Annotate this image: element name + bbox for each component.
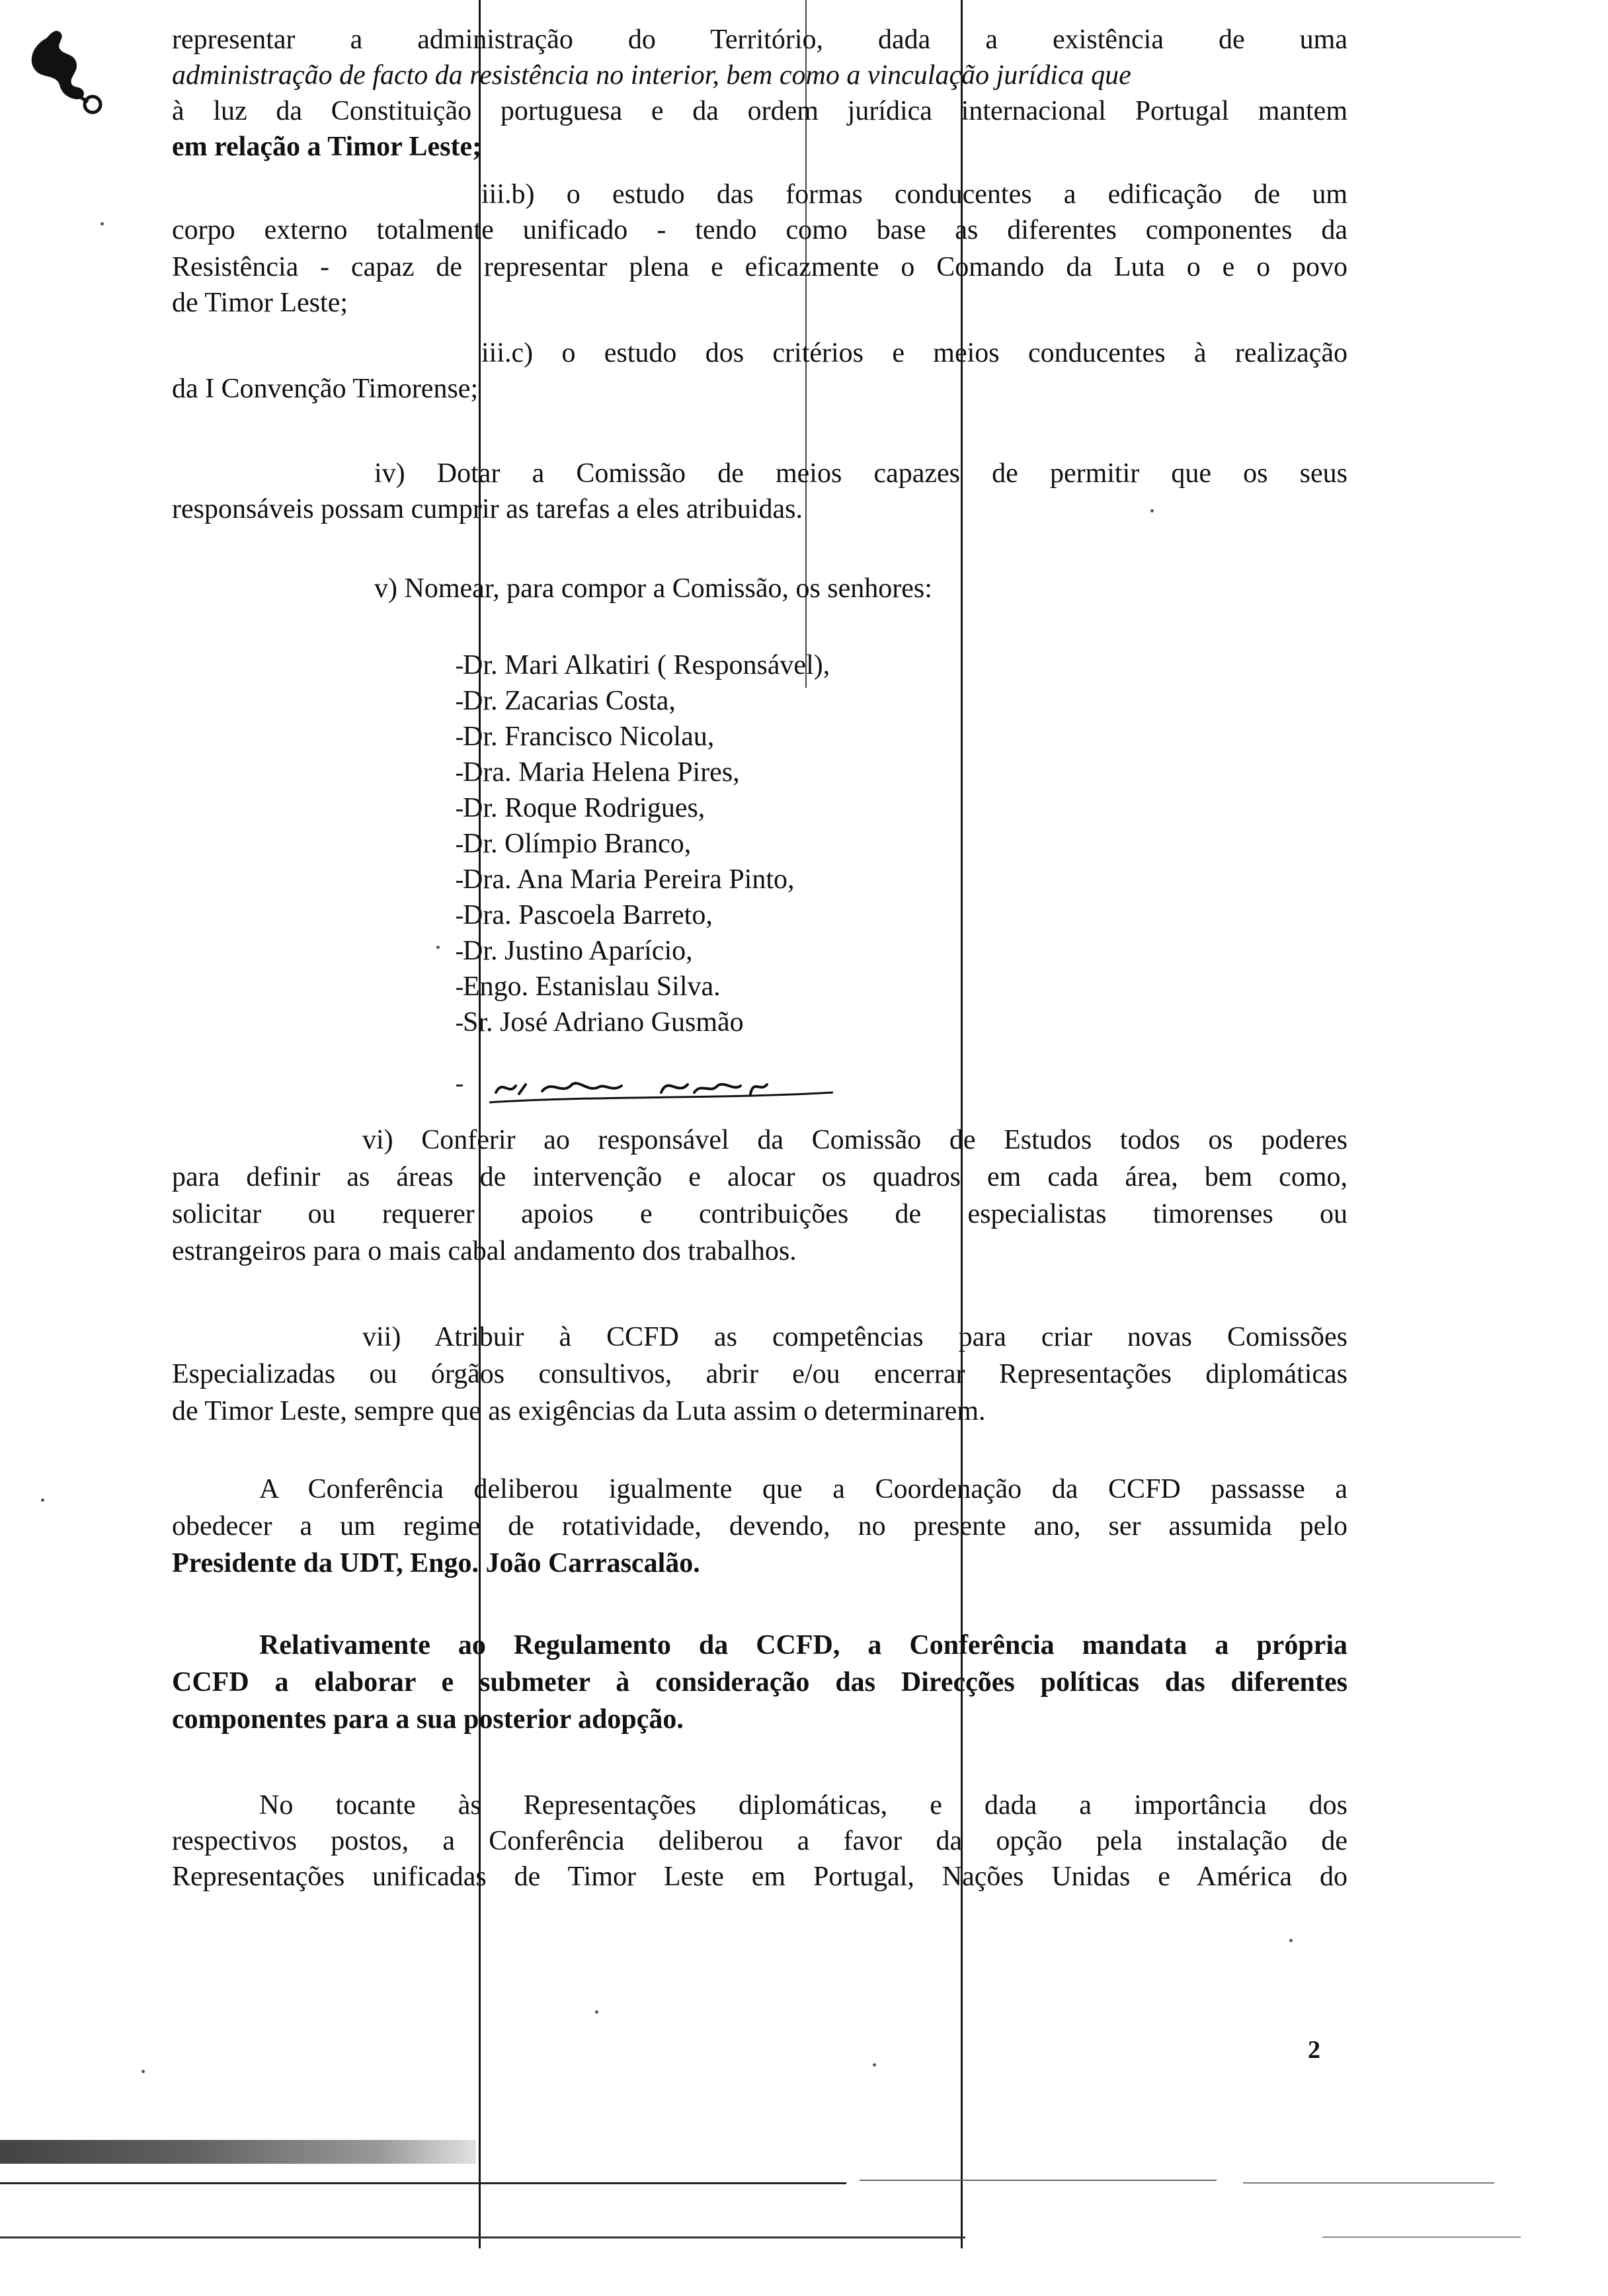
- page-number: 2: [1308, 2036, 1320, 2064]
- text-line: de Timor Leste, sempre que as exigências da Luta assim o determinarem.: [172, 1396, 986, 1426]
- list-dash: [456, 988, 463, 990]
- member-item: Engo. Estanislau Silva.: [463, 971, 721, 1002]
- text-line: estrangeiros para o mais cabal andamento dos trabalhos.: [172, 1236, 797, 1266]
- scan-noise: [860, 2180, 1217, 2181]
- text-line: respectivos postos, a Conferência deliberou a favor da opção pela instalação de: [172, 1826, 1347, 1856]
- member-item: Dra. Maria Helena Pires,: [463, 757, 740, 788]
- text-line: Resistência - capaz de representar plena e eficazmente o Comando da Luta o e o povo: [172, 252, 1347, 282]
- member-item: Dr. Olímpio Branco,: [463, 829, 692, 859]
- list-dash: [456, 738, 463, 740]
- text-line: de Timor Leste;: [172, 288, 348, 318]
- member-item: Dr. Mari Alkatiri ( Responsável),: [463, 650, 830, 680]
- text-line: solicitar ou requerer apoios e contribuições de especialistas timorenses ou: [172, 1199, 1347, 1229]
- scan-speck: [1289, 1939, 1293, 1942]
- list-dash: [456, 917, 463, 919]
- text-line: corpo externo totalmente unificado - tendo como base as diferentes componentes da: [172, 215, 1347, 245]
- text-line: Presidente da UDT, Engo. João Carrascalão.: [172, 1548, 700, 1578]
- text-line: para definir as áreas de intervenção e alocar os quadros em cada área, bem como,: [172, 1162, 1347, 1192]
- text-line: componentes para a sua posterior adopção.: [172, 1704, 684, 1735]
- text-line: Relativamente ao Regulamento da CCFD, a Conferência mandata a própria: [259, 1630, 1347, 1660]
- scan-speck: [41, 1498, 44, 1502]
- text-line: à luz da Constituição portuguesa e da ordem jurídica internacional Portugal mantem: [172, 96, 1347, 126]
- text-line: Representações unificadas de Timor Leste em Portugal, Nações Unidas e América do: [172, 1862, 1347, 1892]
- member-item: Dra. Ana Maria Pereira Pinto,: [463, 864, 795, 895]
- member-item: Dr. Justino Aparício,: [463, 936, 693, 966]
- scan-speck: [595, 2010, 598, 2014]
- list-dash: [456, 845, 463, 847]
- member-item: Dra. Pascoela Barreto,: [463, 900, 713, 930]
- member-item: Dr. Francisco Nicolau,: [463, 721, 715, 752]
- document-page: representar a administração do Território, dada a existência de uma administração de facto da resistência no interior, bem como a vinculação jurídica que à luz da Constituição portuguesa e da ordem jurídica internacional Portugal mantem em relação a Timor Leste; iii.b) o estudo das formas conducentes a edificação de um corpo externo totalmente unificado - tendo como base as diferentes componentes da Resistência - capaz de representar plena e eficazmente o Comando da Luta o e o povo de Timor Leste; iii.c) o estudo dos critérios e meios conducentes à realização da I Convenção Timorense; iv) Dotar a Comissão de meios capazes de permitir que os seus responsáveis possam cumprir as tarefas a eles atribuidas. v) Nomear, para compor a Comissão, os senhores: Dr. Mari Alkatiri ( Responsável), Dr. Zacarias Costa, Dr. Francisco Nicolau, Dra. Maria Helena Pires, Dr. Roque Rodrigues, Dr. Olímpio Branco, Dra. Ana Maria Pereira Pinto, Dra. Pascoela Barreto, Dr. Justino Aparício, Engo. Estanislau Silva. Sr. José Adriano Gusmão vi) Conferir ao responsável da Comissão de Estudos todos os poderes para definir as áreas de intervenção e alocar os quadros em cada área, bem como, solicitar ou requerer apoios e contribuições de especialistas timorenses ou estrangeiros para o mais cabal andamento dos trabalhos. vii) Atribuir à CCFD as competências para criar novas Comissões Especializadas ou órgãos consultivos, abrir e/ou encerrar Representações diplomáticas de Timor Leste, sempre que as exigências da Luta assim o determinarem. A Conferência deliberou igualmente que a Coordenação da CCFD passasse a obedecer a um regime de rotatividade, devendo, no presente ano, ser assumida pelo Presidente da UDT, Engo. João Carrascalão. Relativamente ao Regulamento da CCFD, a Conferência mandata a própria CCFD a elaborar e submeter à consideração das Direcções políticas das diferentes componentes para a sua posterior adopção. No tocante às Representações diplomáticas, e dada a importância dos respectivos postos, a Conferência deliberou a favor da opção pela instalação de Representações unificadas de Timor Leste em Portugal, Nações Unidas e América do 2: [0, 0, 1608, 2296]
- scan-noise: [0, 2182, 846, 2184]
- scan-speck: [873, 2063, 876, 2067]
- scan-noise: [0, 2140, 476, 2164]
- list-dash: [456, 702, 463, 704]
- text-line: A Conferência deliberou igualmente que a Coordenação da CCFD passasse a: [259, 1474, 1347, 1504]
- scan-speck: [1150, 509, 1154, 512]
- text-line: vi) Conferir ao responsável da Comissão de Estudos todos os poderes: [362, 1125, 1347, 1155]
- list-dash: [456, 1085, 463, 1086]
- text-line: iii.b) o estudo das formas conducentes a edificação de um: [481, 179, 1347, 210]
- text-line: Especializadas ou órgãos consultivos, abrir e/ou encerrar Representações diplomáticas: [172, 1359, 1347, 1389]
- list-dash: [456, 881, 463, 883]
- text-line: em relação a Timor Leste;: [172, 132, 482, 162]
- scan-speck: [100, 222, 104, 226]
- stamp-logo-icon: [20, 25, 106, 121]
- scan-noise: [1322, 2236, 1521, 2238]
- text-line: representar a administração do Território, dada a existência de uma: [172, 24, 1347, 55]
- member-item: Sr. José Adriano Gusmão: [463, 1007, 744, 1038]
- scan-noise: [1243, 2182, 1494, 2184]
- text-line: CCFD a elaborar e submeter à consideração das Direcções políticas das diferentes: [172, 1667, 1347, 1698]
- list-dash: [456, 774, 463, 776]
- text-line: responsáveis possam cumprir as tarefas a eles atribuidas.: [172, 494, 803, 524]
- list-dash: [456, 667, 463, 669]
- text-line: iii.c) o estudo dos critérios e meios conducentes à realização: [481, 338, 1347, 368]
- text-line: v) Nomear, para compor a Comissão, os senhores:: [374, 573, 932, 604]
- list-dash: [456, 952, 463, 954]
- text-line: obedecer a um regime de rotatividade, devendo, no presente ano, ser assumida pelo: [172, 1511, 1347, 1541]
- list-dash: [456, 1024, 463, 1026]
- list-dash: [456, 809, 463, 811]
- scan-speck: [141, 2070, 145, 2073]
- member-item: Dr. Zacarias Costa,: [463, 686, 676, 716]
- text-line: vii) Atribuir à CCFD as competências para criar novas Comissões: [362, 1322, 1347, 1352]
- handwritten-signature: [489, 1066, 833, 1106]
- text-line: No tocante às Representações diplomáticas, e dada a importância dos: [259, 1790, 1347, 1821]
- scan-noise: [0, 2236, 965, 2238]
- text-line: da I Convenção Timorense;: [172, 374, 479, 404]
- text-line: iv) Dotar a Comissão de meios capazes de permitir que os seus: [374, 458, 1347, 489]
- scan-speck: [436, 946, 440, 949]
- member-item: Dr. Roque Rodrigues,: [463, 793, 705, 823]
